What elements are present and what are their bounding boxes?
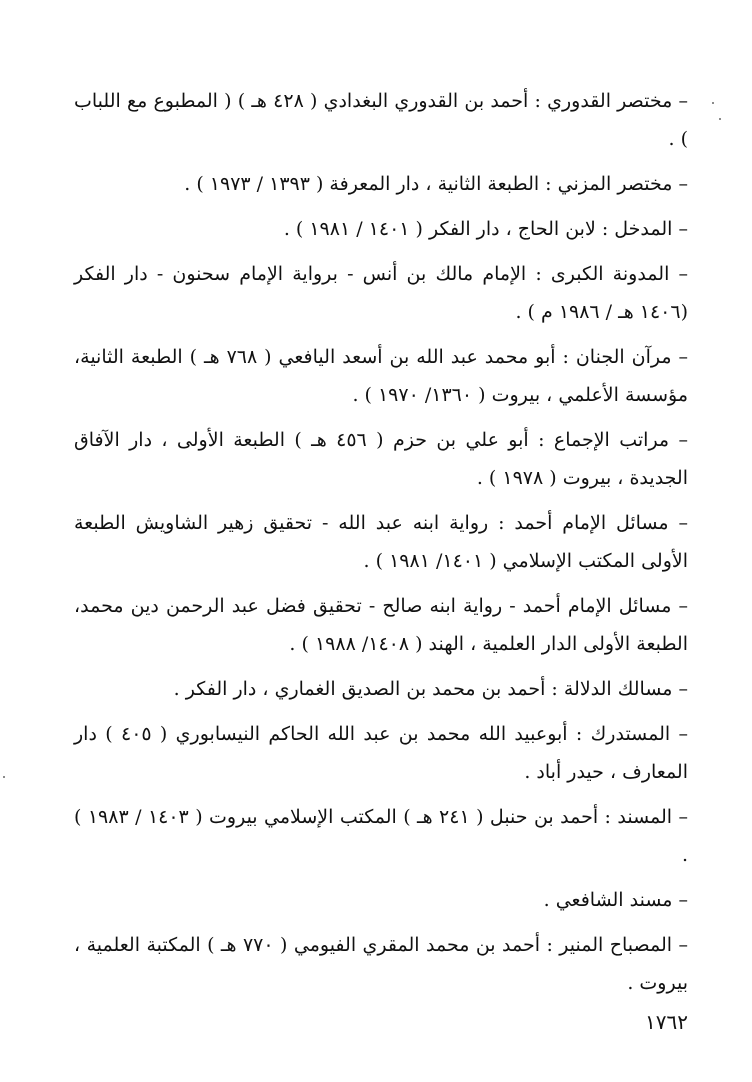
bibliography-entry: – مسالك الدلالة : أحمد بن محمد بن الصديق الغماري ، دار الفكر . xyxy=(173,678,688,700)
scan-speck xyxy=(719,118,721,120)
bibliography-entry: – المدونة الكبرى : الإمام مالك بن أنس - برواية الإمام سحنون - دار الفكر (١٤٠٦ هـ / ١٩٨٦ م ) . xyxy=(74,263,688,323)
bibliography-entry: – المسند : أحمد بن حنبل ( ٢٤١ هـ ) المكتب الإسلامي بيروت ( ١٤٠٣ / ١٩٨٣ ) . xyxy=(74,806,689,866)
bibliography-page xyxy=(74,82,688,1062)
bibliography-entry: – مراتب الإجماع : أبو علي بن حزم ( ٤٥٦ هـ ) الطبعة الأولى ، دار الآفاق الجديدة ، بيروت ( ١٩٧٨ ) . xyxy=(74,429,688,489)
scan-speck xyxy=(712,102,714,104)
bibliography-entry: – مسند الشافعي . xyxy=(543,889,688,911)
bibliography-entry: – مختصر المزني : الطبعة الثانية ، دار المعرفة ( ١٣٩٣ / ١٩٧٣ ) . xyxy=(184,173,688,195)
bibliography-entry: – المدخل : لابن الحاج ، دار الفكر ( ١٤٠١ / ١٩٨١ ) . xyxy=(283,218,688,240)
scan-speck xyxy=(3,776,5,778)
bibliography-entry: – مرآن الجنان : أبو محمد عبد الله بن أسعد اليافعي ( ٧٦٨ هـ ) الطبعة الثانية، مؤسسة الأعلمي ، بيروت ( ١٣٦٠/ ١٩٧٠ ) . xyxy=(74,346,689,406)
bibliography-entry: – مختصر القدوري : أحمد بن القدوري البغدادي ( ٤٢٨ هـ ) ( المطبوع مع اللباب ) . xyxy=(74,90,688,150)
bibliography-entry: – مسائل الإمام أحمد - رواية ابنه صالح - تحقيق فضل عبد الرحمن دين محمد، الطبعة الأولى الدار العلمية ، الهند ( ١٤٠٨/ ١٩٨٨ ) . xyxy=(74,595,688,655)
bibliography-entry: – المستدرك : أبوعبيد الله محمد بن عبد الله الحاكم النيسابوري ( ٤٠٥ ) دار المعارف ، حيدر أباد . xyxy=(74,723,688,783)
bibliography-entry: – مسائل الإمام أحمد : رواية ابنه عبد الله - تحقيق زهير الشاويش الطبعة الأولى المكتب الإسلامي ( ١٤٠١/ ١٩٨١ ) . xyxy=(74,512,688,572)
page-number: ١٧٦٢ xyxy=(645,1010,688,1034)
bibliography-entry: – المصباح المنير : أحمد بن محمد المقري الفيومي ( ٧٧٠ هـ ) المكتبة العلمية ، بيروت . xyxy=(74,934,688,994)
